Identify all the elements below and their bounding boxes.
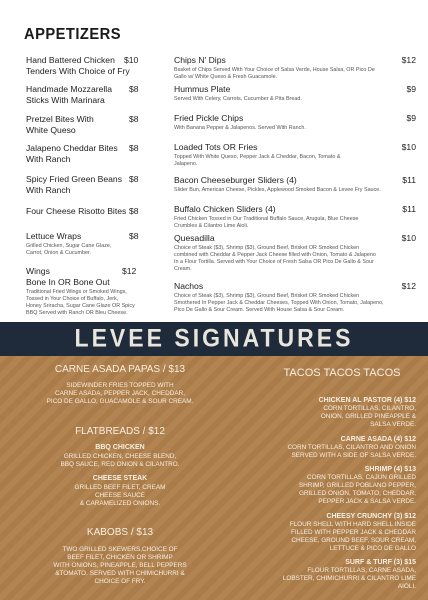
item-name: Loaded Tots OR Fries <box>174 142 258 152</box>
item-price: $9 <box>406 84 416 94</box>
item-name: Bacon Cheeseburger Sliders (4) <box>174 175 297 185</box>
item-name: Buffalo Chicken Sliders (4) <box>174 204 276 214</box>
item-description: Grilled Chicken, Sugar Cane Glaze, Carrot, Onion & Cucumber. <box>26 243 112 256</box>
item-price: $11 <box>402 175 416 185</box>
taco-surf-turf-title: SURF & TURF (3) $15 <box>345 559 416 566</box>
cheese-steak-description: GRILLED BEEF FILET, CREAM CHEESE SAUCE & CARAMELIZED ONIONS. <box>74 484 166 507</box>
item-price: $8 <box>129 174 139 184</box>
taco-carne-asada-title: CARNE ASADA (4) $12 <box>340 436 416 443</box>
taco-carne-asada-description: CORN TORTILLAS, CILANTRO AND ONION SERVED WITH A SIDE OF SALSA VERDE. <box>287 444 416 459</box>
item-name: Fried Pickle Chips <box>174 113 244 123</box>
flatbreads-title: FLATBREADS / $12 <box>75 426 165 437</box>
item-price: $8 <box>129 84 139 94</box>
taco-chicken-al-pastor-title: CHICKEN AL PASTOR (4) $12 <box>318 397 416 404</box>
item-price: $8 <box>129 114 139 124</box>
menu-item-risotto-bites <box>26 206 141 217</box>
item-description: With Banana Pepper & Jalapenos. Served With Ranch. <box>174 125 306 131</box>
item-price: $12 <box>122 266 137 276</box>
item-description: Fried Chicken Tossed in Our Traditional Buffalo Sauce, Arugula, Blue Cheese Crumbles & Cilantro Lime Aioli. <box>174 216 359 229</box>
item-price: $12 <box>401 55 416 65</box>
item-name: Handmade Mozzarella Sticks With Marinara <box>26 84 112 105</box>
taco-chicken-al-pastor-description: CORN TORTILLAS, CILANTRO, ONION, GRILLED PINEAPPLE & SALSA VERDE. <box>320 405 416 428</box>
item-price: $8 <box>129 206 139 216</box>
item-description: Traditional Fried Wings or Smoked Wings, Tossed in Your Choice of Buffalo, Jerk, Honey Sriracha, Sugar Cane Glaze OR Spicy BBQ Served with Ranch OR Bleu Cheese. <box>26 289 135 316</box>
item-name: Wings Bone In OR Bone Out <box>26 266 110 287</box>
menu-item-wings <box>26 266 151 317</box>
bbq-chicken-title: BBQ CHICKEN <box>95 444 145 451</box>
item-description: Served With Celery, Carrots, Cucumber & Pita Bread. <box>174 96 302 102</box>
cheese-steak-title: CHEESE STEAK <box>92 475 148 482</box>
item-price: $8 <box>129 231 139 241</box>
menu-item-jalapeno-bites <box>26 143 141 165</box>
banner-title: LEVEE SIGNATURES <box>74 323 354 353</box>
carne-asada-papas-title: CARNE ASADA PAPAS / $13 <box>54 364 186 375</box>
taco-cheesy-crunchy-title: CHEESY CRUNCHY (3) $12 <box>326 513 416 520</box>
menu-item-buffalo-sliders <box>174 204 416 230</box>
menu-item-loaded-tots <box>174 142 416 168</box>
item-name: Spicy Fried Green Beans With Ranch <box>26 174 123 195</box>
signatures-section <box>0 356 428 600</box>
menu-item-chips-n-dips <box>174 55 416 81</box>
menu-item-hummus-plate <box>174 84 416 103</box>
taco-shrimp-description: CORN TORTILLAS, CAJUN GRILLED SHRIMP, GRILLED POBLANO PEPPER, GRILLED ONION, TOMATO, CHEDDAR, PEPPER JACK & SALSA VERDE. <box>298 474 416 505</box>
item-price: $11 <box>402 204 416 214</box>
item-price: $10 <box>401 233 416 243</box>
taco-shrimp-title: SHRIMP (4) $13 <box>364 466 416 473</box>
menu-item-fried-pickle-chips <box>174 113 416 132</box>
kabobs-title: KABOBS / $13 <box>86 527 154 538</box>
item-name: Hummus Plate <box>174 84 231 94</box>
menu-item-green-beans <box>26 174 141 196</box>
item-price: $12 <box>401 281 416 291</box>
taco-surf-turf-description: FLOUR TORTILLAS, CARNE ASADA, LOBSTER, CHIMICHURRI & CILANTRO LIME AIOLI. <box>282 567 416 590</box>
item-name: Four Cheese Risotto Bites <box>26 206 127 216</box>
item-description: Topped With White Queso, Pepper Jack & Cheddar, Bacon, Tomato & Jalapeno. <box>174 154 341 167</box>
item-description: Slider Bun, American Cheese, Pickles, Applewood Smoked Bacon & Levee Fry Sauce. <box>174 187 381 193</box>
section-title: APPETIZERS <box>24 26 122 43</box>
menu-item-pretzel-bites <box>26 114 141 136</box>
item-price: $8 <box>129 143 139 153</box>
bbq-chicken-description: GRILLED CHICKEN, CHEESE BLEND, BBQ SAUCE, RED ONION & CILANTRO. <box>60 453 180 468</box>
menu-item-chicken-tenders <box>26 55 141 77</box>
item-name: Chips N' Dips <box>174 55 226 65</box>
taco-cheesy-crunchy-description: FLOUR SHELL WITH HARD SHELL INSIDE FILLED WITH PEPPER JACK & CHEDDAR CHEESE, GROUND BEEF, SOUR CREAM, LETTUCE & PICO DE GALLO <box>289 521 416 552</box>
item-price: $9 <box>406 113 416 123</box>
menu-item-nachos <box>174 281 416 314</box>
levee-signatures-banner <box>0 322 428 356</box>
item-name: Lettuce Wraps <box>26 231 82 241</box>
item-price: $10 <box>401 142 416 152</box>
menu-item-lettuce-wraps <box>26 231 144 257</box>
item-description: Choice of Steak ($3), Shrimp ($3), Ground Beef, Brisket OR Smoked Chicken combined with Cheddar & Pepper Jack Cheese filled with Onion, Tomato & Jalapeno In a Flour Tortilla. Served with Your Choice of Fresh Salsa OR Pico De Gallo & Sour Cream. <box>174 245 376 272</box>
item-description: Choice of Steak ($3), Shrimp ($3), Ground Beef, Brisket OR Smoked Chicken Smothered In Pepper Jack & Cheddar Cheeses, Topped With Onion, Tomato, Jalapeno, Pico De Gallo & Sour Cream. Served With House Salsa & Sour Cream. <box>174 293 384 313</box>
item-name: Hand Battered Chicken Tenders With Choice of Fry <box>26 55 130 76</box>
menu-item-mozzarella-sticks <box>26 84 141 106</box>
item-description: Basket of Chips Served With Your Choice of Salsa Verde, House Salsa, OR Pico De Gallo w/ White Queso & Fresh Guacamole. <box>174 67 375 80</box>
item-name: Jalapeno Cheddar Bites With Ranch <box>26 143 118 164</box>
item-name: Quesadilla <box>174 233 215 243</box>
carne-asada-papas-description: SIDEWINDER FRIES TOPPED WITH CARNE ASADA, PEPPER JACK, CHEDDAR, PICO DE GALLO, GUACAMOLE & SOUR CREAM. <box>46 382 194 405</box>
menu-item-bacon-sliders <box>174 175 416 194</box>
item-name: Nachos <box>174 281 204 291</box>
item-name: Pretzel Bites With White Queso <box>26 114 94 135</box>
kabobs-description: TWO GRILLED SKEWERS,CHOICE OF BEEF FILET, CHICKEN OR SHRIMP WITH ONIONS, PINEAPPLE, BELL PEPPERS &TOMATO. SERVED WITH CHIMICHURRI & CHOICE OF FRY. <box>53 546 187 585</box>
menu-item-quesadilla <box>174 233 416 273</box>
tacos-title: TACOS TACOS TACOS <box>283 367 401 379</box>
item-price: $10 <box>124 55 139 65</box>
